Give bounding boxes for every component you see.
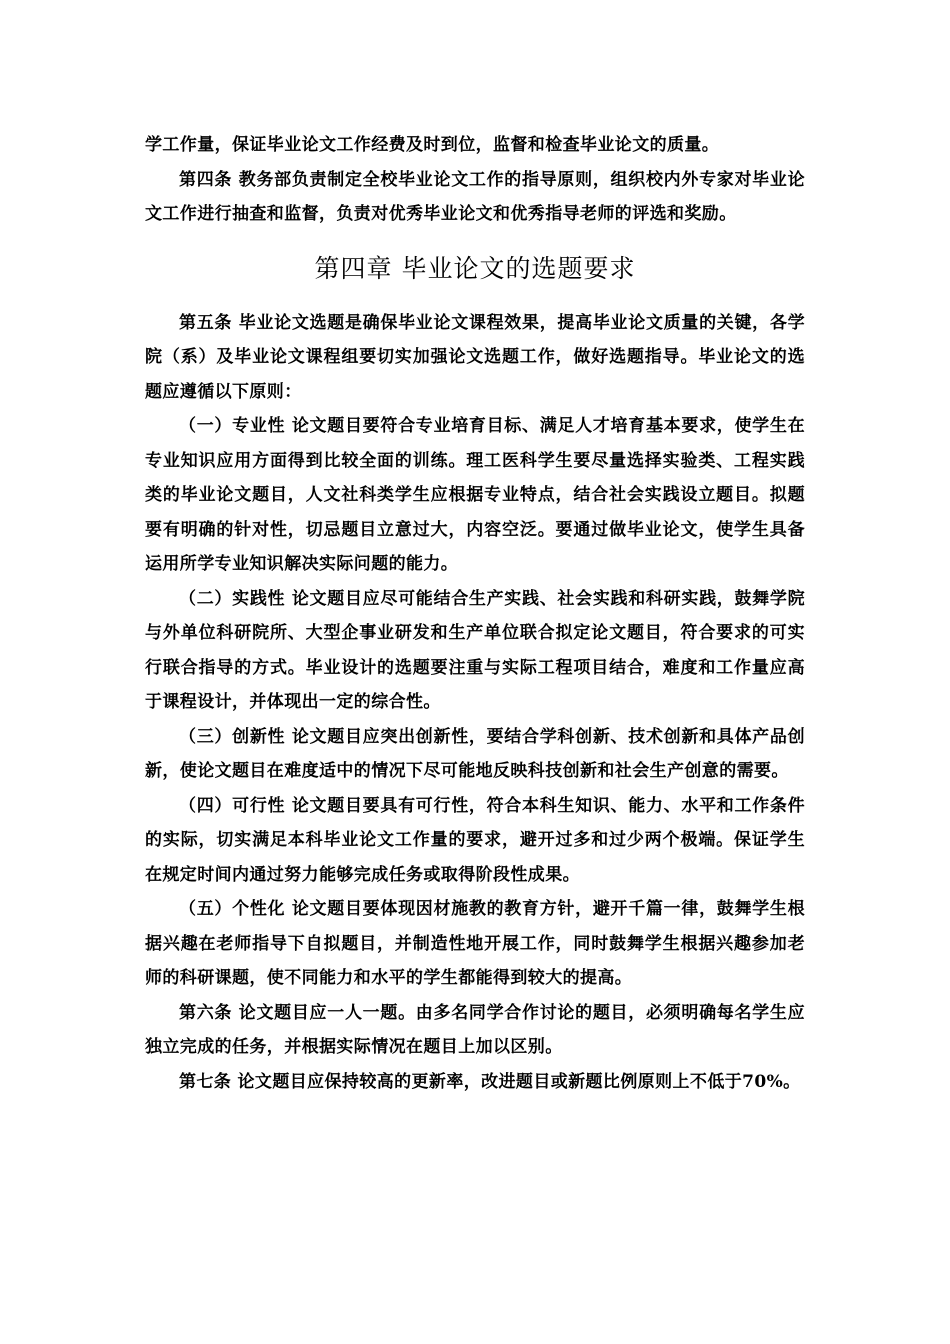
article-4-paragraph: 第四条 教务部负责制定全校毕业论文工作的指导原则，组织校内外专家对毕业论文工作进行抽查和监督，负责对优秀毕业论文和优秀指导老师的评选和奖励。 [145, 169, 805, 224]
article-7-paragraph: 第七条 论文题目应保持较高的更新率，改进题目或新题比例原则上不低于70%。 [179, 1071, 801, 1092]
principle-item-3: （三）创新性 论文题目应突出创新性，要结合学科创新、技术创新和具体产品创新，使论文题目在难度适中的情况下尽可能地反映科技创新和社会生产创意的需要。 [145, 726, 805, 781]
article-6-paragraph: 第六条 论文题目应一人一题。由多名同学合作讨论的题目，必须明确每名学生应独立完成的任务，并根据实际情况在题目上加以区别。 [145, 1002, 805, 1057]
principle-item-2: （二）实践性 论文题目应尽可能结合生产实践、社会实践和科研实践，鼓舞学院与外单位科研院所、大型企事业研发和生产单位联合拟定论文题目，符合要求的可实行联合指导的方式。毕业设计的选题要注重与实际工程项目结合，难度和工作量应高于课程设计，并体现出一定的综合性。 [145, 588, 805, 712]
intro-continuation-paragraph: 学工作量，保证毕业论文工作经费及时到位，监督和检查毕业论文的质量。 [145, 135, 720, 155]
document-body [145, 128, 805, 1099]
principle-item-4: （四）可行性 论文题目要具有可行性，符合本科生知识、能力、水平和工作条件的实际，切实满足本科毕业论文工作量的要求，避开过多和过少两个极端。保证学生在规定时间内通过努力能够完成任务或取得阶段性成果。 [145, 795, 805, 885]
chapter-title: 第四章 毕业论文的选题要求 [314, 253, 636, 283]
principle-item-1: （一）专业性 论文题目要符合专业培育目标、满足人才培育基本要求，使学生在专业知识应用方面得到比较全面的训练。理工医科学生要尽量选择实验类、工程实践类的毕业论文题目，人文社科类学生应根据专业特点，结合社会实践设立题目。拟题要有明确的针对性，切忌题目立意过大，内容空泛。要通过做毕业论文，使学生具备运用所学专业知识解决实际问题的能力。 [145, 416, 805, 574]
principle-item-5: （五）个性化 论文题目要体现因材施教的教育方针，避开千篇一律，鼓舞学生根据兴趣在老师指导下自拟题目，并制造性地开展工作，同时鼓舞学生根据兴趣参加老师的科研课题，使不同能力和水平的学生都能得到较大的提高。 [145, 899, 805, 988]
article-5-paragraph: 第五条 毕业论文选题是确保毕业论文课程效果，提高毕业论文质量的关键，各学院（系）及毕业论文课程组要切实加强论文选题工作，做好选题指导。毕业论文的选题应遵循以下原则： [145, 312, 805, 402]
